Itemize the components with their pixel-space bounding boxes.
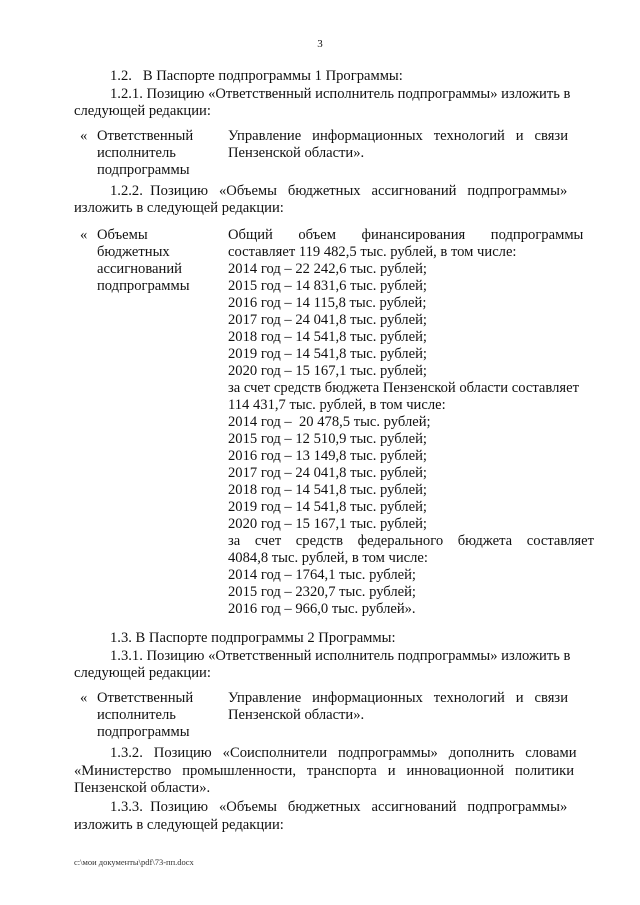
section-1-3-3-line1: 1.3.3. Позицию «Объемы бюджетных ассигнований подпрограммы»: [110, 799, 568, 815]
section-1-2: 1.2. В Паспорте подпрограммы 1 Программы:: [110, 68, 403, 84]
table1-left-line: подпрограммы: [97, 162, 190, 178]
table2-right-line: 4084,8 тыс. рублей, в том числе:: [228, 550, 428, 566]
table2-left-line: Объемы: [97, 227, 148, 243]
section-1-3-2-line1: 1.3.2. Позицию «Соисполнители подпрограммы» дополнить словами: [110, 745, 577, 761]
section-1-3: 1.3. В Паспорте подпрограммы 2 Программы:: [110, 630, 396, 646]
table2-right-line: 2015 год – 12 510,9 тыс. рублей;: [228, 431, 427, 447]
file-path-footer: c:\мои документы\pdf\73-пп.docx: [74, 857, 194, 867]
table2-left-line: подпрограммы: [97, 278, 190, 294]
table2-right-line: 2017 год – 24 041,8 тыс. рублей;: [228, 465, 427, 481]
table2-right-line: 2016 год – 966,0 тыс. рублей».: [228, 601, 416, 617]
table3-open-quote: «: [80, 690, 88, 706]
table2-right-line: 2020 год – 15 167,1 тыс. рублей;: [228, 363, 427, 379]
page-number: 3: [317, 38, 323, 50]
section-1-2-1-line2: следующей редакции:: [74, 103, 211, 119]
section-1-3-3-line2: изложить в следующей редакции:: [74, 817, 284, 833]
table2-right-line: 2020 год – 15 167,1 тыс. рублей;: [228, 516, 427, 532]
table3-left-cell: [97, 690, 193, 741]
table2-right-line: Общий объем финансирования подпрограммы: [228, 227, 584, 243]
table2-right-line: 114 431,7 тыс. рублей, в том числе:: [228, 397, 446, 413]
section-1-3-2-line3: Пензенской области».: [74, 780, 211, 796]
table3-left-line: Ответственный: [97, 690, 194, 706]
table1-left-cell: [97, 128, 193, 179]
table2-left-line: ассигнований: [97, 261, 182, 277]
section-1-2-2-line2: изложить в следующей редакции:: [74, 200, 284, 216]
table2-left-cell: [97, 227, 190, 295]
table2-right-line: 2017 год – 24 041,8 тыс. рублей;: [228, 312, 427, 328]
table2-right-line: 2014 год – 1764,1 тыс. рублей;: [228, 567, 416, 583]
table2-right-line: 2015 год – 14 831,6 тыс. рублей;: [228, 278, 427, 294]
table2-right-line: 2014 год – 22 242,6 тыс. рублей;: [228, 261, 427, 277]
table3-right-line: Пензенской области».: [228, 707, 365, 723]
table2-right-line: 2019 год – 14 541,8 тыс. рублей;: [228, 346, 427, 362]
table1-right-line: Управление информационных технологий и связи: [228, 128, 569, 144]
table2-right-line: за счет средств бюджета Пензенской области составляет: [228, 380, 579, 396]
section-1-2-2-line1: 1.2.2. Позицию «Объемы бюджетных ассигнований подпрограммы»: [110, 183, 568, 199]
table2-right-line: 2018 год – 14 541,8 тыс. рублей;: [228, 329, 427, 345]
table2-right-cell: [228, 227, 594, 618]
table1-right-line: Пензенской области».: [228, 145, 365, 161]
section-1-3-1-line1: 1.3.1. Позицию «Ответственный исполнитель подпрограммы» изложить в: [110, 648, 571, 664]
table2-right-line: за счет средств федерального бюджета составляет: [228, 533, 594, 549]
table2-left-line: бюджетных: [97, 244, 170, 260]
table2-right-line: составляет 119 482,5 тыс. рублей, в том числе:: [228, 244, 517, 260]
table3-right-cell: [228, 690, 568, 724]
section-1-3-2-line2: «Министерство промышленности, транспорта и инновационной политики: [74, 763, 575, 779]
table2-right-line: 2014 год – 20 478,5 тыс. рублей;: [228, 414, 431, 430]
table2-right-line: 2018 год – 14 541,8 тыс. рублей;: [228, 482, 427, 498]
table2-right-line: 2016 год – 14 115,8 тыс. рублей;: [228, 295, 427, 311]
table2-right-line: 2015 год – 2320,7 тыс. рублей;: [228, 584, 416, 600]
table3-right-line: Управление информационных технологий и связи: [228, 690, 569, 706]
table1-right-cell: [228, 128, 568, 162]
table3-left-line: подпрограммы: [97, 724, 190, 740]
table1-open-quote: «: [80, 128, 88, 144]
table3-left-line: исполнитель: [97, 707, 176, 723]
table2-right-line: 2019 год – 14 541,8 тыс. рублей;: [228, 499, 427, 515]
section-1-3-1-line2: следующей редакции:: [74, 665, 211, 681]
section-1-2-1-line1: 1.2.1. Позицию «Ответственный исполнитель подпрограммы» изложить в: [110, 86, 571, 102]
table1-left-line: исполнитель: [97, 145, 176, 161]
table2-open-quote: «: [80, 227, 88, 243]
table2-right-line: 2016 год – 13 149,8 тыс. рублей;: [228, 448, 427, 464]
table1-left-line: Ответственный: [97, 128, 194, 144]
